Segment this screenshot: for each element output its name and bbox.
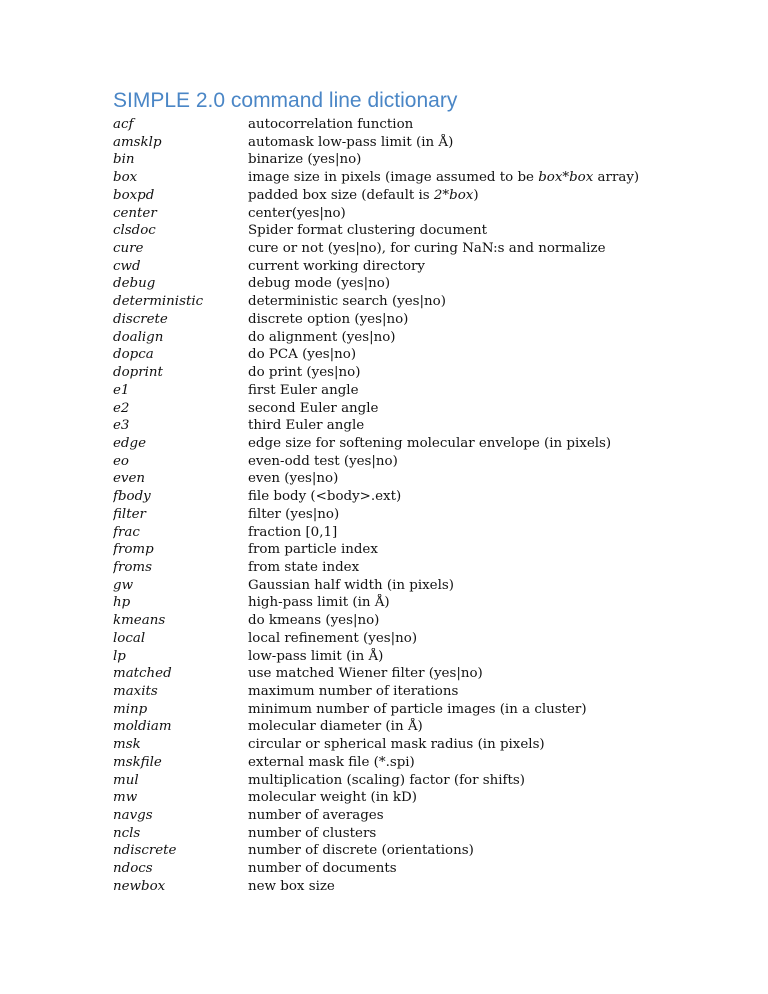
entry-key: dopca	[113, 347, 154, 363]
dictionary-entry	[113, 594, 673, 612]
dictionary-entry	[113, 524, 673, 542]
entry-key: even	[113, 471, 146, 487]
entry-key: filter	[113, 506, 146, 522]
dictionary-entry	[113, 701, 673, 719]
entry-key: mul	[113, 772, 139, 788]
dictionary-entry	[113, 116, 673, 134]
entry-key: deterministic	[113, 294, 204, 310]
entry-description: even (yes|no)	[248, 471, 339, 487]
dictionary-entry	[113, 718, 673, 736]
dictionary-entry	[113, 488, 673, 506]
dictionary-entry	[113, 683, 673, 701]
entry-description: minimum number of particle images (in a cluster)	[248, 701, 587, 717]
entry-description: deterministic search (yes|no)	[248, 294, 446, 310]
dictionary-entry	[113, 470, 673, 488]
dictionary-entry	[113, 559, 673, 577]
entry-key: gw	[113, 577, 134, 593]
entry-key: cure	[113, 241, 144, 257]
entry-key: newbox	[113, 878, 166, 894]
entry-description: maximum number of iterations	[248, 684, 459, 699]
entry-description: third Euler angle	[248, 418, 365, 434]
entry-description: do kmeans (yes|no)	[248, 613, 380, 629]
entry-description: binarize (yes|no)	[248, 152, 362, 168]
entry-description: current working directory	[248, 258, 425, 274]
dictionary-entry	[113, 151, 673, 169]
entry-key: e2	[113, 400, 130, 416]
dictionary-entry	[113, 648, 673, 666]
entry-description: autocorrelation function	[248, 117, 414, 132]
dictionary-entry	[113, 205, 673, 223]
dictionary-entry	[113, 346, 673, 364]
dictionary-entry	[113, 134, 673, 152]
entry-key: eo	[113, 453, 129, 469]
entry-description: high-pass limit (in Å)	[248, 595, 390, 611]
entry-key: froms	[113, 559, 152, 575]
dictionary-entry	[113, 275, 673, 293]
entry-description: do alignment (yes|no)	[248, 329, 396, 345]
entry-key: bin	[113, 152, 135, 168]
dictionary-entry	[113, 258, 673, 276]
dictionary-entry	[113, 736, 673, 754]
entry-key: maxits	[113, 684, 158, 699]
dictionary-entry	[113, 541, 673, 559]
entry-key: e3	[113, 418, 130, 434]
dictionary-entry	[113, 860, 673, 878]
entry-description: multiplication (scaling) factor (for shifts)	[248, 772, 525, 788]
dictionary-entry	[113, 665, 673, 683]
dictionary-entry	[113, 825, 673, 843]
dictionary-entry	[113, 453, 673, 471]
entry-description: new box size	[248, 878, 335, 894]
entry-key: boxpd	[113, 187, 155, 203]
entry-key: mskfile	[113, 754, 162, 770]
entry-key: doprint	[113, 365, 163, 381]
entry-description: first Euler angle	[248, 382, 359, 398]
entry-key: lp	[113, 648, 126, 664]
entry-description: Gaussian half width (in pixels)	[248, 577, 454, 593]
dictionary-list	[113, 116, 673, 896]
entry-key: moldiam	[113, 719, 172, 735]
entry-key: box	[113, 170, 138, 186]
dictionary-entry	[113, 789, 673, 807]
dictionary-entry	[113, 293, 673, 311]
dictionary-entry	[113, 754, 673, 772]
entry-description: second Euler angle	[248, 400, 379, 416]
dictionary-entry	[113, 577, 673, 595]
entry-description: image size in pixels (image assumed to be box*box array)	[248, 170, 640, 186]
entry-key: ndocs	[113, 861, 153, 877]
dictionary-entry	[113, 222, 673, 240]
entry-description: filter (yes|no)	[248, 506, 340, 522]
entry-description: number of averages	[248, 808, 384, 824]
dictionary-entry	[113, 364, 673, 382]
entry-key: cwd	[113, 258, 141, 274]
dictionary-entry	[113, 772, 673, 790]
dictionary-entry	[113, 382, 673, 400]
entry-description: circular or spherical mask radius (in pixels)	[248, 737, 545, 753]
entry-description: local refinement (yes|no)	[248, 630, 418, 646]
entry-description: debug mode (yes|no)	[248, 276, 391, 292]
entry-description: number of discrete (orientations)	[248, 843, 474, 859]
entry-description: discrete option (yes|no)	[248, 311, 409, 327]
entry-key: fbody	[113, 489, 151, 505]
entry-description-emphasis: 2*box	[433, 187, 474, 203]
entry-description: number of documents	[248, 861, 397, 877]
dictionary-entry	[113, 311, 673, 329]
dictionary-entry	[113, 612, 673, 630]
dictionary-entry	[113, 169, 673, 187]
dictionary-entry	[113, 506, 673, 524]
entry-description: use matched Wiener filter (yes|no)	[248, 666, 483, 682]
dictionary-entry	[113, 630, 673, 648]
entry-description: automask low-pass limit (in Å)	[248, 134, 454, 150]
entry-description: from particle index	[248, 542, 378, 558]
entry-key: kmeans	[113, 613, 166, 629]
dictionary-entry	[113, 842, 673, 860]
dictionary-entry	[113, 240, 673, 258]
entry-key: frac	[113, 524, 140, 540]
dictionary-entry	[113, 329, 673, 347]
entry-key: hp	[113, 595, 131, 611]
dictionary-entry	[113, 417, 673, 435]
entry-key: edge	[113, 435, 146, 451]
document-title: SIMPLE 2.0 command line dictionary	[113, 89, 458, 112]
entry-description: molecular diameter (in Å)	[248, 719, 423, 735]
entry-description: even-odd test (yes|no)	[248, 453, 398, 469]
entry-key: doalign	[113, 329, 164, 345]
dictionary-entry	[113, 435, 673, 453]
entry-description: do PCA (yes|no)	[248, 347, 357, 363]
entry-description: padded box size (default is 2*box)	[248, 187, 479, 203]
entry-key: debug	[113, 276, 156, 292]
entry-key: local	[113, 630, 146, 646]
entry-key: minp	[113, 701, 148, 717]
entry-description: file body (<body>.ext)	[248, 489, 402, 505]
entry-description: center(yes|no)	[248, 205, 346, 221]
entry-description: molecular weight (in kD)	[248, 790, 417, 806]
entry-description: from state index	[248, 559, 360, 575]
entry-description: do print (yes|no)	[248, 365, 361, 381]
dictionary-entry	[113, 400, 673, 418]
dictionary-entry	[113, 807, 673, 825]
entry-key: msk	[113, 737, 141, 753]
entry-key: fromp	[113, 542, 154, 558]
entry-description: Spider format clustering document	[248, 223, 488, 239]
entry-description: fraction [0,1]	[248, 524, 338, 540]
entry-key: acf	[113, 117, 134, 132]
entry-description: low-pass limit (in Å)	[248, 648, 384, 664]
entry-key: ncls	[113, 825, 141, 841]
entry-description: external mask file (*.spi)	[248, 754, 415, 770]
entry-key: e1	[113, 382, 130, 398]
entry-key: amsklp	[113, 134, 162, 150]
dictionary-entry	[113, 878, 673, 896]
entry-description: edge size for softening molecular envelope (in pixels)	[248, 435, 612, 451]
entry-description: cure or not (yes|no), for curing NaN:s and normalize	[248, 241, 606, 257]
entry-key: clsdoc	[113, 223, 156, 239]
entry-key: matched	[113, 666, 172, 682]
entry-key: ndiscrete	[113, 843, 177, 859]
entry-description: number of clusters	[248, 825, 377, 841]
entry-description-emphasis: box*box	[538, 170, 594, 186]
entry-key: navgs	[113, 808, 153, 824]
entry-key: center	[113, 205, 157, 221]
entry-key: mw	[113, 790, 138, 806]
entry-key: discrete	[113, 311, 168, 327]
dictionary-entry	[113, 187, 673, 205]
